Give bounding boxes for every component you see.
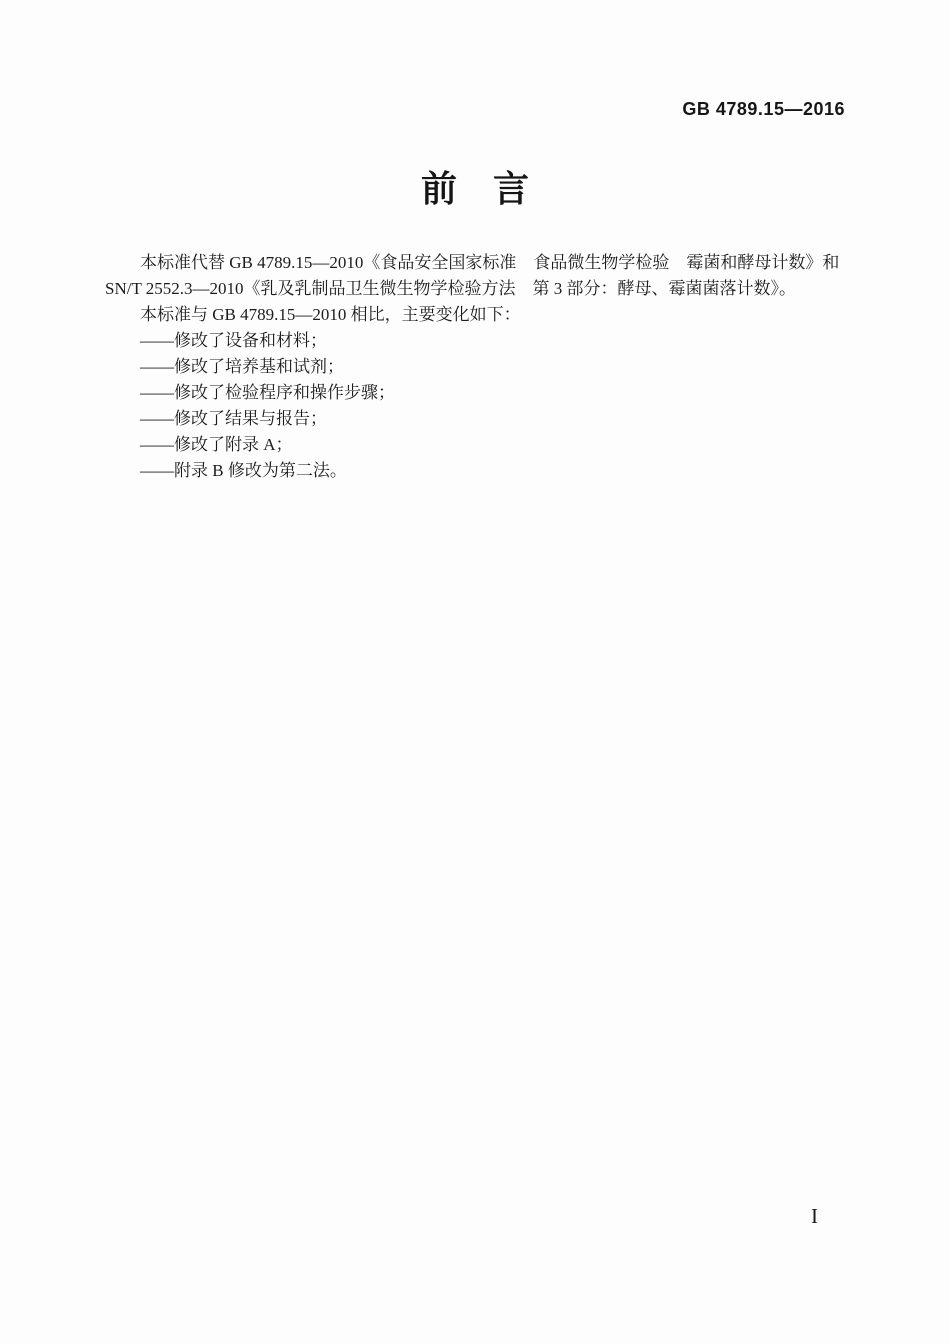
foreword-line: 本标准与 GB 4789.15—2010 相比，主要变化如下： [140, 305, 521, 324]
standard-code-header: GB 4789.15—2016 [682, 99, 845, 119]
foreword-change-item: ——修改了检验程序和操作步骤； [140, 383, 395, 402]
foreword-change-item: ——修改了设备和材料； [140, 331, 327, 350]
foreword-line: 本标准代替 GB 4789.15—2010《食品安全国家标准 食品微生物学检验 霉菌和酵母计数》和 [140, 253, 840, 272]
page-title: 前 言 [420, 168, 529, 209]
foreword-change-item: ——修改了培养基和试剂； [140, 357, 344, 376]
page-number: I [811, 1204, 818, 1228]
foreword-body [105, 250, 847, 484]
foreword-change-item: ——附录 B 修改为第二法。 [140, 461, 347, 480]
foreword-change-item: ——修改了结果与报告； [140, 409, 327, 428]
foreword-line: SN/T 2552.3—2010《乳及乳制品卫生微生物学检验方法 第 3 部分：酵母、霉菌菌落计数》。 [105, 279, 797, 298]
foreword-change-item: ——修改了附录 A； [140, 435, 293, 454]
